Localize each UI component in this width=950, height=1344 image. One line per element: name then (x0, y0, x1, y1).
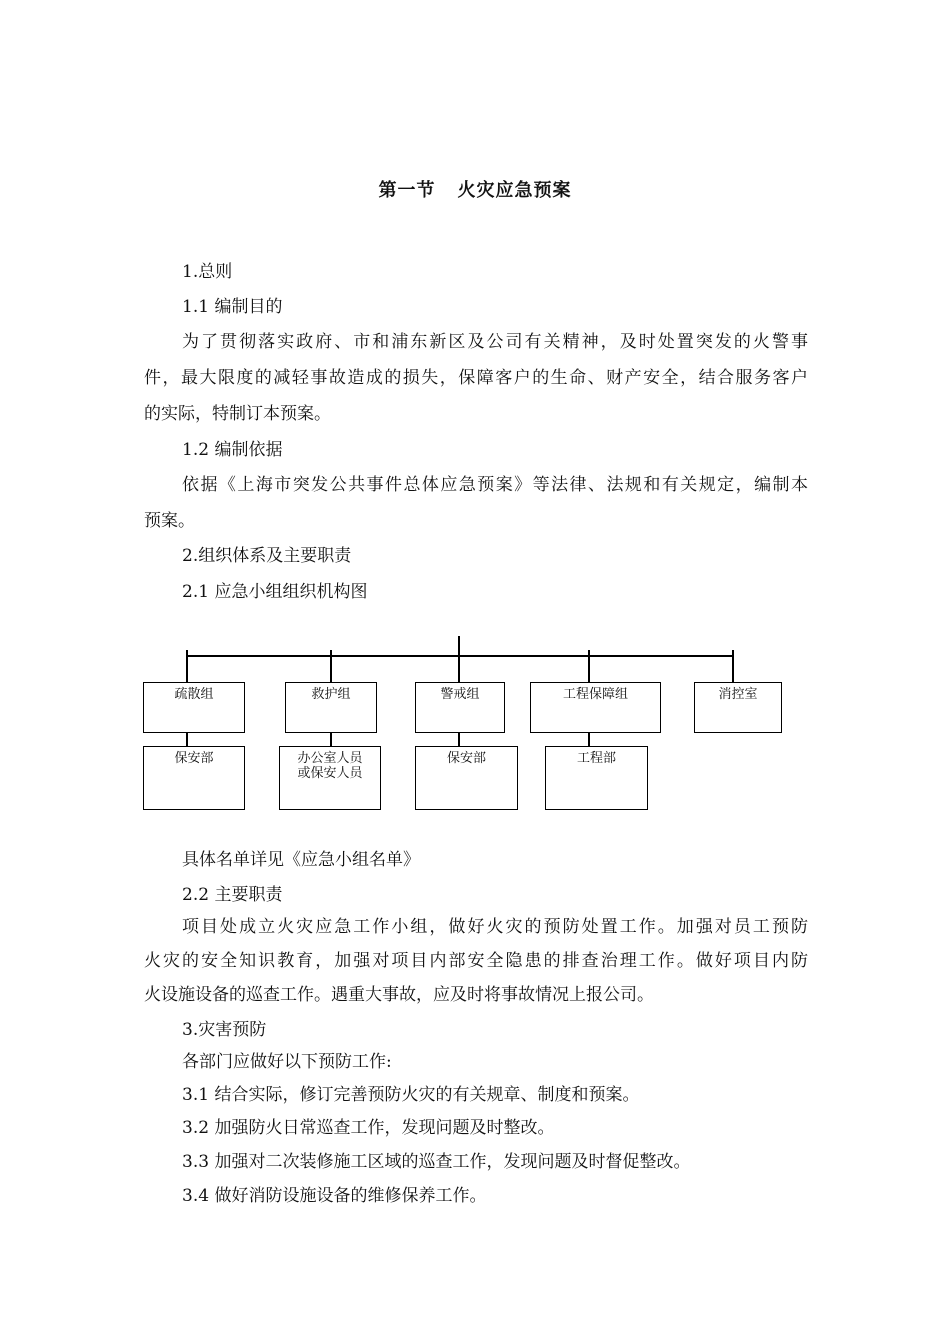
connector-line (588, 732, 590, 747)
paragraph-line: 的实际，特制订本预案。 (144, 404, 331, 424)
heading-organization: 2.组织体系及主要职责 (182, 546, 352, 566)
heading-purpose: 1.1 编制目的 (182, 297, 283, 317)
paragraph-line: 为了贯彻落实政府、市和浦东新区及公司有关精神，及时处置突发的火警事 (182, 332, 808, 352)
section-heading: 火灾应急预案 (457, 180, 572, 201)
org-box-label: 警戒组 (440, 687, 480, 702)
org-box-rescue (285, 682, 377, 733)
heading-duties: 2.2 主要职责 (182, 885, 283, 905)
connector-line (732, 650, 734, 682)
paragraph-line: 各部门应做好以下预防工作: (182, 1052, 392, 1072)
org-box-security (415, 682, 505, 733)
list-item: 3.2 加强防火日常巡查工作，发现问题及时整改。 (182, 1118, 555, 1138)
heading-prevention: 3.灾害预防 (182, 1020, 267, 1040)
connector-line (330, 732, 332, 747)
paragraph-line: 火灾的安全知识教育，加强对项目内部安全隐患的排查治理工作。做好项目内防 (144, 951, 808, 971)
org-box-label: 保安部 (446, 751, 486, 766)
org-box-label: 保安部 (174, 751, 214, 766)
org-box-engineering-support (530, 682, 661, 733)
paragraph-line: 火设施设备的巡查工作。遇重大事故，应及时将事故情况上报公司。 (144, 985, 654, 1005)
org-box-label: 消控室 (718, 687, 758, 702)
org-box-security-dept (415, 746, 518, 810)
list-item: 3.4 做好消防设施设备的维修保养工作。 (182, 1186, 487, 1206)
connector-line (588, 650, 590, 682)
list-item: 3.3 加强对二次装修施工区域的巡查工作，发现问题及时督促整改。 (182, 1152, 691, 1172)
paragraph-line: 件，最大限度的减轻事故造成的损失，保障客户的生命、财产安全，结合服务客户 (144, 368, 808, 388)
org-box-label: 工程保障组 (562, 687, 628, 702)
connector-line (186, 732, 188, 747)
org-box-evacuation (143, 682, 245, 733)
paragraph-line: 依据《上海市突发公共事件总体应急预案》等法律、法规和有关规定，编制本 (182, 475, 808, 495)
heading-basis: 1.2 编制依据 (182, 440, 283, 460)
org-box-security-dept (143, 746, 245, 810)
list-item: 3.1 结合实际，修订完善预防火灾的有关规章、制度和预案。 (182, 1085, 640, 1105)
paragraph-line: 预案。 (144, 511, 195, 531)
org-box-label: 疏散组 (174, 687, 214, 702)
paragraph-line: 具体名单详见《应急小组名单》 (182, 850, 420, 870)
heading-general: 1.总则 (182, 262, 233, 282)
org-box-engineering-dept (545, 746, 648, 810)
org-box-label: 或保安人员 (297, 766, 363, 781)
paragraph-line: 项目处成立火灾应急工作小组，做好火灾的预防处置工作。加强对员工预防 (182, 917, 808, 937)
connector-line (186, 655, 734, 657)
connector-line (330, 650, 332, 682)
connector-line (458, 732, 460, 747)
org-box-label: 办公室人员 (297, 751, 363, 766)
section-number: 第一节 (378, 180, 436, 201)
org-box-label: 救护组 (311, 687, 351, 702)
org-box-office-staff (279, 746, 381, 810)
heading-org-chart: 2.1 应急小组组织机构图 (182, 582, 368, 602)
org-box-fire-control-room (694, 682, 782, 733)
connector-line (186, 650, 188, 682)
org-box-label: 工程部 (576, 751, 616, 766)
connector-line (458, 636, 460, 683)
